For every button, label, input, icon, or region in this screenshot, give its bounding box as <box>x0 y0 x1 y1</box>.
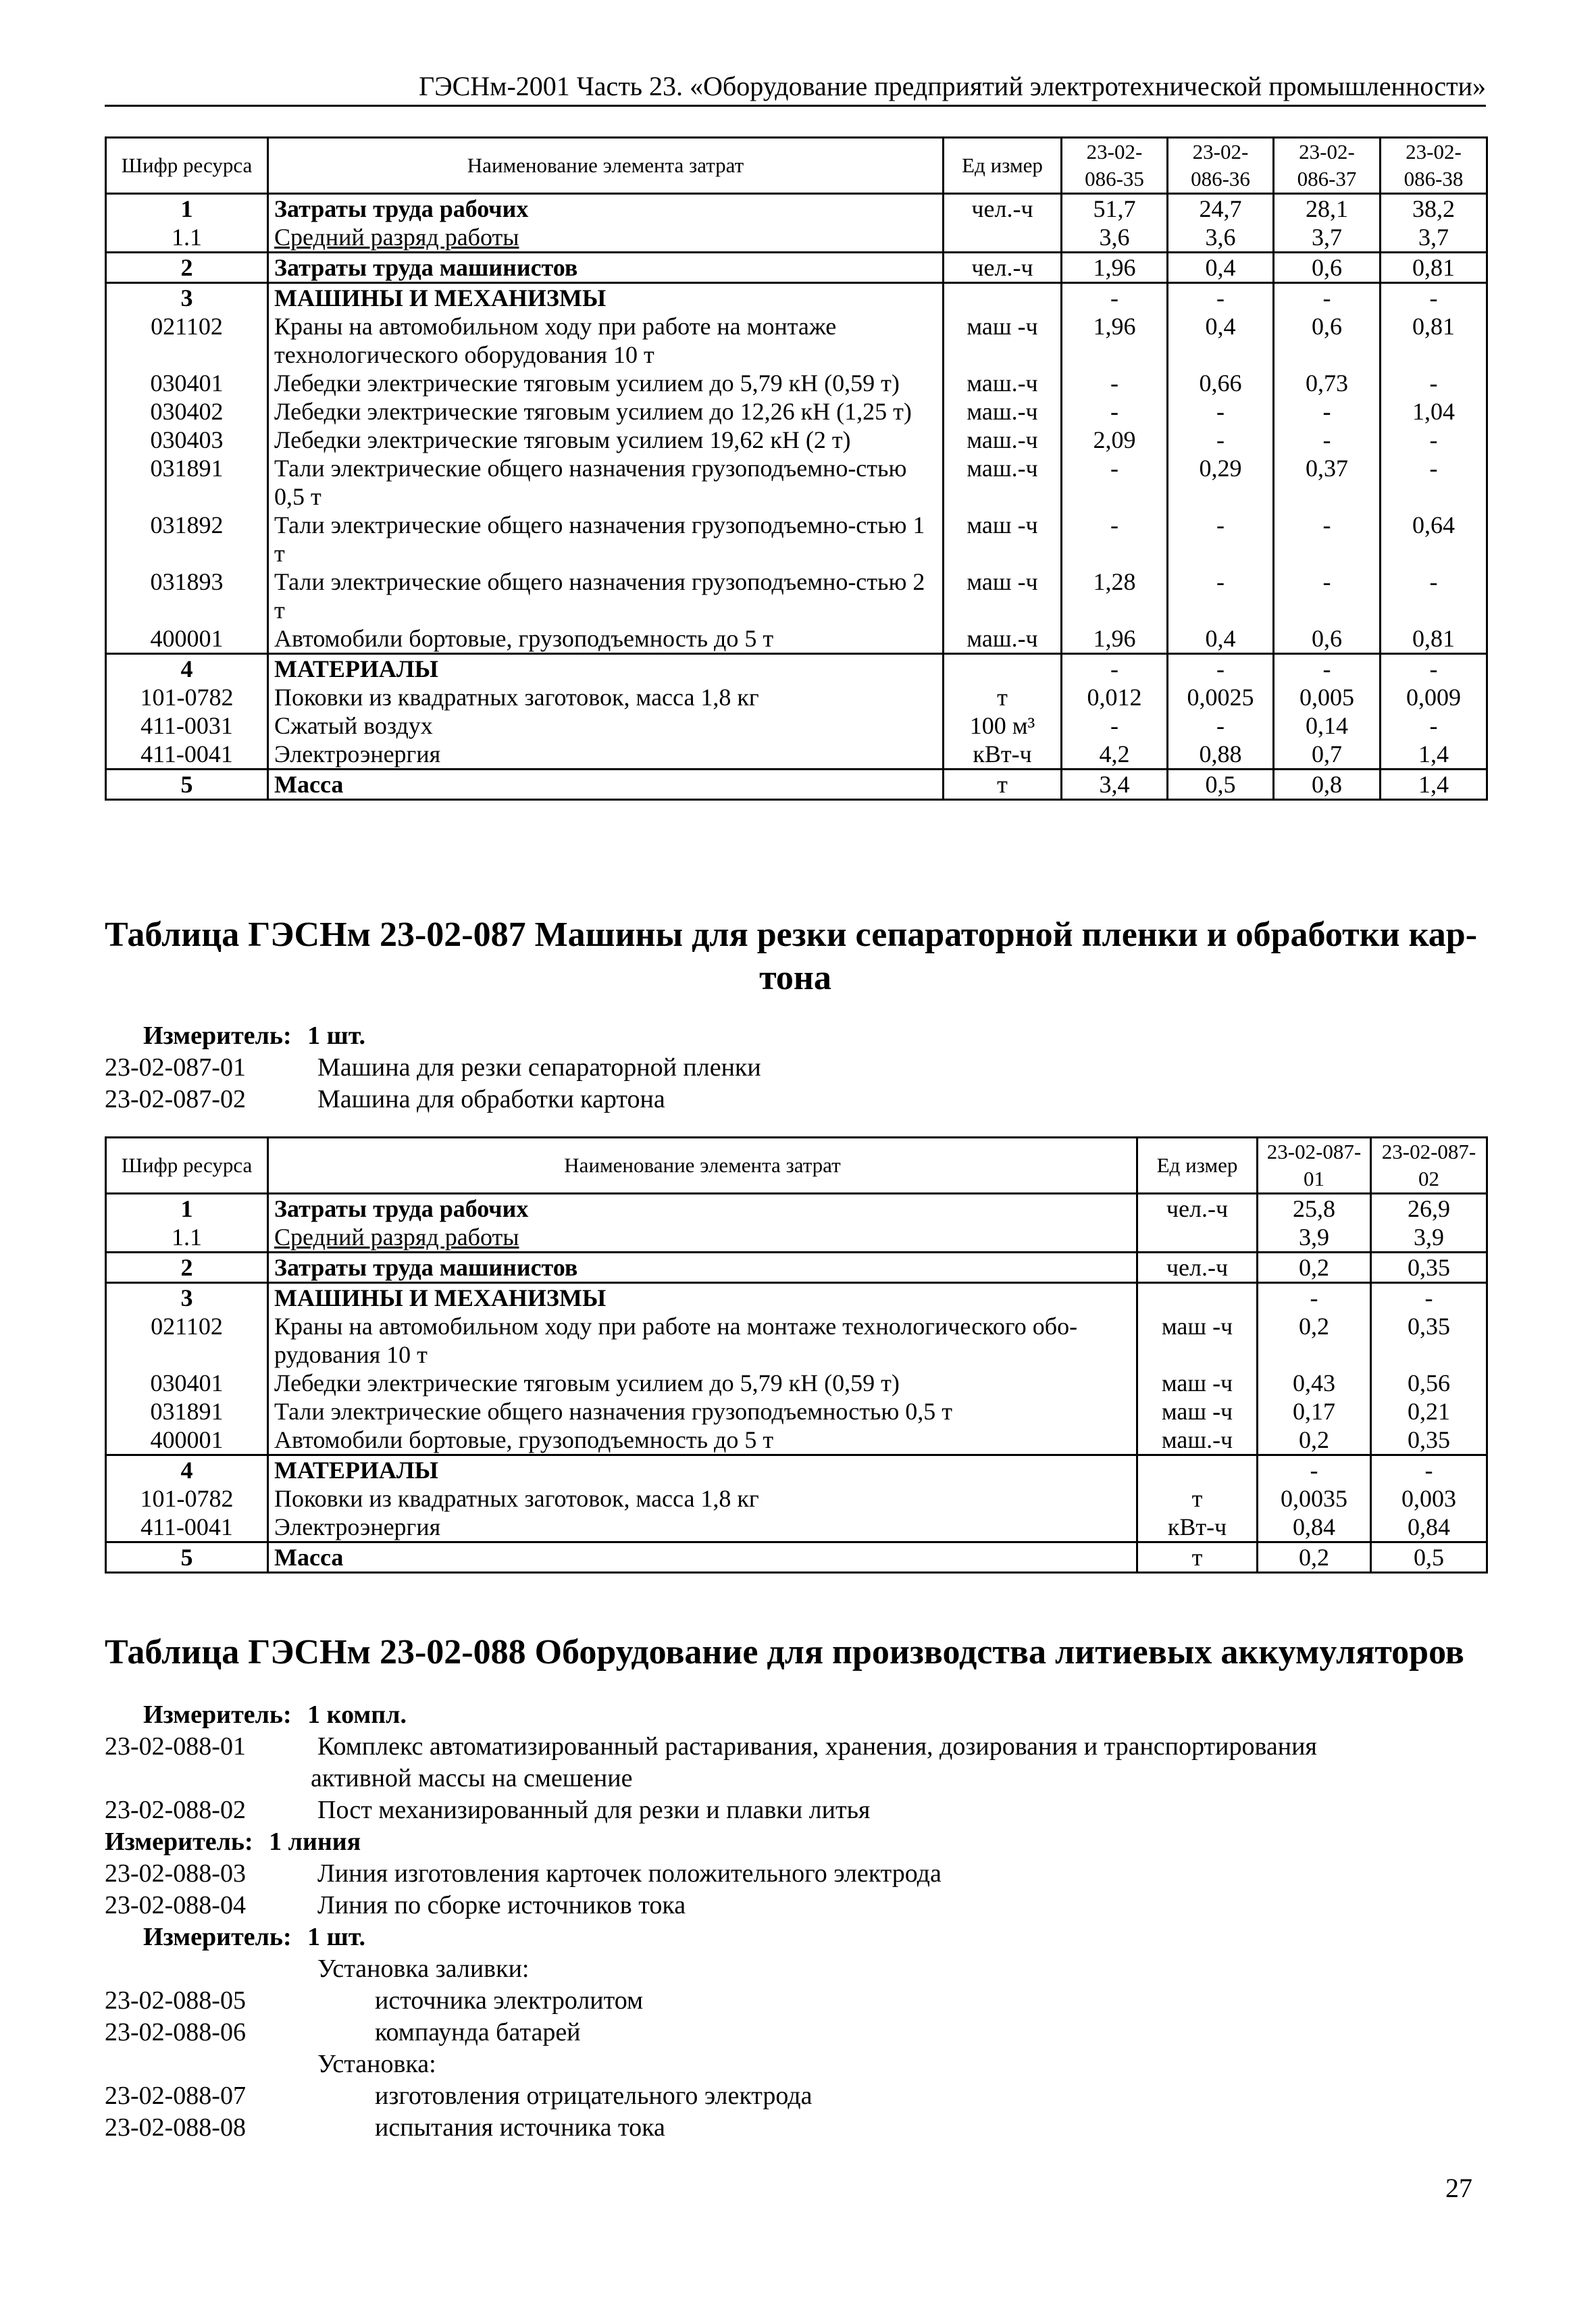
value-cell: 26,9 <box>1371 1194 1487 1224</box>
item-text: изготовления отрицательного электрода <box>375 2082 813 2110</box>
resource-code-cell: 1 <box>106 1194 268 1224</box>
cost-element-name-cell: Средний разряд работы <box>268 223 944 253</box>
value-cell: 0,88 <box>1168 740 1274 770</box>
resource-code-cell: 411-0041 <box>106 740 268 770</box>
value-cell: 0,56 <box>1371 1369 1487 1397</box>
table-row <box>106 1312 1487 1369</box>
meter-088-2 <box>105 1826 361 1857</box>
value-cell: - <box>1371 1455 1487 1485</box>
resource-code-cell: 4 <box>106 1455 268 1485</box>
value-cell: - <box>1274 397 1381 426</box>
value-cell: 0,64 <box>1381 511 1487 568</box>
resource-code-cell: 021102 <box>106 1312 268 1369</box>
resource-code-cell: 3 <box>106 283 268 313</box>
resource-code-cell: 1 <box>106 194 268 224</box>
column-header: Наименование элемента затрат <box>268 1138 1137 1194</box>
table-row <box>106 397 1487 426</box>
item-code: 23-02-087-02 <box>105 1085 246 1113</box>
table-row <box>106 770 1487 800</box>
value-cell: 3,6 <box>1062 223 1168 253</box>
value-cell: 0,2 <box>1258 1253 1371 1283</box>
unit-cell: маш.-ч <box>944 624 1062 654</box>
table-row <box>106 1369 1487 1397</box>
value-cell: 1,96 <box>1062 624 1168 654</box>
cost-element-name-cell: Краны на автомобильном ходу при работе на монтаже технологического оборудования 10 т <box>268 312 944 369</box>
list-item <box>105 1890 686 1921</box>
unit-cell <box>1137 1455 1258 1485</box>
cost-element-name-cell: Масса <box>268 770 944 800</box>
column-header: Ед измер <box>1137 1138 1258 1194</box>
value-cell: 0,35 <box>1371 1253 1487 1283</box>
cost-element-name-cell: Поковки из квадратных заготовок, масса 1,8 кг <box>268 1484 1137 1513</box>
cost-element-name-cell: Автомобили бортовые, грузоподъемность до 5 т <box>268 624 944 654</box>
table-088-title: Таблица ГЭСНм 23-02-088 Оборудование для производства литиевых аккумуляторов <box>105 1633 1464 1671</box>
table-row <box>106 711 1487 740</box>
cost-element-name-cell: Тали электрические общего назначения грузоподъемно-стью 2 т <box>268 568 944 624</box>
value-cell: 0,84 <box>1371 1513 1487 1542</box>
unit-cell: маш.-ч <box>944 426 1062 454</box>
value-cell: - <box>1274 283 1381 313</box>
unit-cell: маш.-ч <box>944 369 1062 397</box>
cost-element-name-cell: Краны на автомобильном ходу при работе на монтаже технологического обо-рудования 10 т <box>268 1312 1137 1369</box>
list-item <box>105 1858 942 1889</box>
value-cell: - <box>1062 397 1168 426</box>
value-cell: 0,5 <box>1168 770 1274 800</box>
item-code: 23-02-088-05 <box>105 1986 246 2015</box>
resource-code-cell: 1.1 <box>106 223 268 253</box>
value-cell: 0,009 <box>1381 683 1487 711</box>
value-cell: 0,8 <box>1274 770 1381 800</box>
value-cell: 1,96 <box>1062 253 1168 283</box>
item-code: 23-02-088-06 <box>105 2018 246 2046</box>
column-header: Ед измер <box>944 138 1062 194</box>
resource-code-cell: 5 <box>106 770 268 800</box>
value-cell: - <box>1381 426 1487 454</box>
unit-cell: т <box>944 683 1062 711</box>
unit-cell: т <box>1137 1484 1258 1513</box>
table-087-title-line2: тона <box>759 959 831 997</box>
table-row <box>106 740 1487 770</box>
resource-code-cell: 030401 <box>106 1369 268 1397</box>
table-row <box>106 283 1487 313</box>
value-cell: - <box>1274 568 1381 624</box>
resource-code-cell: 3 <box>106 1283 268 1313</box>
value-cell: 1,04 <box>1381 397 1487 426</box>
value-cell: - <box>1381 711 1487 740</box>
value-cell: - <box>1062 711 1168 740</box>
value-cell: 0,003 <box>1371 1484 1487 1513</box>
value-cell: 3,9 <box>1371 1223 1487 1253</box>
column-header: 23-02-087-02 <box>1371 1138 1487 1194</box>
value-cell: 0,6 <box>1274 624 1381 654</box>
value-cell: 0,29 <box>1168 454 1274 511</box>
value-cell: 4,2 <box>1062 740 1168 770</box>
value-cell: 0,66 <box>1168 369 1274 397</box>
value-cell: 1,4 <box>1381 740 1487 770</box>
value-cell: 1,28 <box>1062 568 1168 624</box>
unit-cell: кВт-ч <box>944 740 1062 770</box>
value-cell: 0,2 <box>1258 1312 1371 1369</box>
value-cell: 0,4 <box>1168 312 1274 369</box>
unit-cell <box>944 223 1062 253</box>
unit-cell: маш -ч <box>1137 1397 1258 1426</box>
value-cell: 0,14 <box>1274 711 1381 740</box>
unit-cell <box>944 283 1062 313</box>
table-row <box>106 568 1487 624</box>
value-cell: - <box>1168 283 1274 313</box>
value-cell: 2,09 <box>1062 426 1168 454</box>
item-code: 23-02-088-03 <box>105 1859 246 1888</box>
table-row <box>106 1426 1487 1455</box>
value-cell: 0,4 <box>1168 624 1274 654</box>
cost-element-name-cell: МАТЕРИАЛЫ <box>268 1455 1137 1485</box>
list-item <box>105 1731 1486 1762</box>
column-header: Наименование элемента затрат <box>268 138 944 194</box>
resource-code-cell: 031891 <box>106 454 268 511</box>
cost-element-name-cell: Поковки из квадратных заготовок, масса 1,8 кг <box>268 683 944 711</box>
unit-cell: чел.-ч <box>944 194 1062 224</box>
value-cell: - <box>1168 568 1274 624</box>
value-cell: 0,0025 <box>1168 683 1274 711</box>
table-087 <box>105 1136 1488 1574</box>
value-cell: 0,84 <box>1258 1513 1371 1542</box>
table-row <box>106 369 1487 397</box>
table-row <box>106 1223 1487 1253</box>
unit-cell: маш -ч <box>944 312 1062 369</box>
table-086 <box>105 136 1488 801</box>
cost-element-name-cell: МАШИНЫ И МЕХАНИЗМЫ <box>268 283 944 313</box>
cost-element-name-cell: Автомобили бортовые, грузоподъемность до 5 т <box>268 1426 1137 1455</box>
cost-element-name-cell: Лебедки электрические тяговым усилием до 5,79 кН (0,59 т) <box>268 1369 1137 1397</box>
value-cell: 1,4 <box>1381 770 1487 800</box>
resource-code-cell: 400001 <box>106 1426 268 1455</box>
value-cell: 0,35 <box>1371 1312 1487 1369</box>
value-cell: 0,43 <box>1258 1369 1371 1397</box>
value-cell: 3,7 <box>1274 223 1381 253</box>
column-header: Шифр ресурса <box>106 138 268 194</box>
unit-cell: кВт-ч <box>1137 1513 1258 1542</box>
list-item <box>105 1985 643 2016</box>
list-item <box>105 2080 812 2111</box>
value-cell: 0,73 <box>1274 369 1381 397</box>
cost-element-name-cell: Лебедки электрические тяговым усилием до 12,26 кН (1,25 т) <box>268 397 944 426</box>
cost-element-name-cell: Затраты труда машинистов <box>268 1253 1137 1283</box>
item-text: Линия по сборке источников тока <box>317 1891 686 1919</box>
cost-element-name-cell: Тали электрические общего назначения грузоподъемно-стью 0,5 т <box>268 454 944 511</box>
unit-cell: маш.-ч <box>944 397 1062 426</box>
column-header: 23-02-086-37 <box>1274 138 1381 194</box>
table-row <box>106 1194 1487 1224</box>
resource-code-cell: 031892 <box>106 511 268 568</box>
cost-element-name-cell: Средний разряд работы <box>268 1223 1137 1253</box>
value-cell: - <box>1062 283 1168 313</box>
table-row <box>106 624 1487 654</box>
unit-cell: маш.-ч <box>944 454 1062 511</box>
meter-label: Измеритель: <box>143 1022 292 1050</box>
value-cell: 0,2 <box>1258 1542 1371 1573</box>
table-row <box>106 1542 1487 1573</box>
meter-088-1 <box>143 1699 407 1730</box>
resource-code-cell: 021102 <box>106 312 268 369</box>
item-text: испытания источника тока <box>375 2113 665 2142</box>
table-row <box>106 426 1487 454</box>
resource-code-cell: 031893 <box>106 568 268 624</box>
value-cell: - <box>1062 369 1168 397</box>
value-cell: 0,21 <box>1371 1397 1487 1426</box>
cost-element-name-cell: Электроэнергия <box>268 1513 1137 1542</box>
unit-cell: маш -ч <box>1137 1312 1258 1369</box>
table-row <box>106 1283 1487 1313</box>
value-cell: - <box>1258 1283 1371 1313</box>
value-cell: - <box>1274 426 1381 454</box>
value-cell: - <box>1258 1455 1371 1485</box>
unit-cell: чел.-ч <box>1137 1253 1258 1283</box>
value-cell: 0,012 <box>1062 683 1168 711</box>
value-cell: 0,81 <box>1381 624 1487 654</box>
unit-cell: т <box>1137 1542 1258 1573</box>
column-header: 23-02-086-35 <box>1062 138 1168 194</box>
value-cell: - <box>1168 397 1274 426</box>
value-cell: 3,7 <box>1381 223 1487 253</box>
table-row <box>106 1484 1487 1513</box>
table-row <box>106 223 1487 253</box>
value-cell: 51,7 <box>1062 194 1168 224</box>
value-cell: - <box>1381 654 1487 684</box>
table-087-title <box>105 913 1486 1000</box>
meter-value: 1 шт. <box>307 1923 366 1951</box>
table-row <box>106 194 1487 224</box>
meter-value: 1 компл. <box>307 1701 407 1729</box>
value-cell: 0,6 <box>1274 312 1381 369</box>
unit-cell: т <box>944 770 1062 800</box>
cost-element-name-cell: Лебедки электрические тяговым усилием до 5,79 кН (0,59 т) <box>268 369 944 397</box>
item-text: Машина для резки сепараторной пленки <box>317 1053 761 1082</box>
unit-cell: маш -ч <box>944 511 1062 568</box>
cost-element-name-cell: Масса <box>268 1542 1137 1573</box>
resource-code-cell: 030401 <box>106 369 268 397</box>
resource-code-cell: 4 <box>106 654 268 684</box>
table-header-row <box>106 1138 1487 1194</box>
resource-code-cell: 101-0782 <box>106 1484 268 1513</box>
unit-cell: маш.-ч <box>1137 1426 1258 1455</box>
resource-code-cell: 1.1 <box>106 1223 268 1253</box>
table-row <box>106 683 1487 711</box>
meter-value: 1 линия <box>269 1828 361 1856</box>
cost-element-name-cell: Тали электрические общего назначения грузоподъемностью 0,5 т <box>268 1397 1137 1426</box>
table-row <box>106 253 1487 283</box>
resource-code-cell: 2 <box>106 1253 268 1283</box>
cost-element-name-cell: МАТЕРИАЛЫ <box>268 654 944 684</box>
item-text: Комплекс автоматизированный растаривания, хранения, дозирования и транспортирования <box>317 1732 1317 1761</box>
value-cell: - <box>1062 511 1168 568</box>
unit-cell: маш -ч <box>1137 1369 1258 1397</box>
column-header: Шифр ресурса <box>106 1138 268 1194</box>
value-cell: 0,0035 <box>1258 1484 1371 1513</box>
table-header-row <box>106 138 1487 194</box>
cost-element-name-cell: МАШИНЫ И МЕХАНИЗМЫ <box>268 1283 1137 1313</box>
value-cell: - <box>1274 654 1381 684</box>
value-cell: - <box>1168 654 1274 684</box>
table-row <box>106 511 1487 568</box>
resource-code-cell: 411-0031 <box>106 711 268 740</box>
column-header: 23-02-087-01 <box>1258 1138 1371 1194</box>
cost-element-name-cell: Затраты труда рабочих <box>268 194 944 224</box>
column-header: 23-02-086-36 <box>1168 138 1274 194</box>
value-cell: 0,35 <box>1371 1426 1487 1455</box>
unit-cell: маш -ч <box>944 568 1062 624</box>
meter-label: Измеритель: <box>105 1828 253 1856</box>
table-row <box>106 454 1487 511</box>
value-cell: 0,17 <box>1258 1397 1371 1426</box>
unit-cell <box>1137 1283 1258 1313</box>
value-cell: 0,37 <box>1274 454 1381 511</box>
value-cell: - <box>1381 283 1487 313</box>
item-code: 23-02-088-04 <box>105 1891 246 1919</box>
list-item <box>105 1794 870 1826</box>
value-cell: 1,96 <box>1062 312 1168 369</box>
item-text: Машина для обработки картона <box>317 1085 665 1113</box>
resource-code-cell: 101-0782 <box>106 683 268 711</box>
meter-088-3 <box>143 1921 365 1953</box>
resource-code-cell: 030403 <box>106 426 268 454</box>
group-heading: Установка: <box>317 2050 436 2078</box>
value-cell: - <box>1381 568 1487 624</box>
table-row <box>106 1455 1487 1485</box>
item-code: 23-02-088-02 <box>105 1796 246 1824</box>
value-cell: - <box>1168 426 1274 454</box>
resource-code-cell: 5 <box>106 1542 268 1573</box>
list-item <box>105 1084 665 1115</box>
value-cell: 0,5 <box>1371 1542 1487 1573</box>
list-item-continuation: активной массы на смешение <box>311 1764 633 1792</box>
column-header: 23-02-086-38 <box>1381 138 1487 194</box>
resource-code-cell: 031891 <box>106 1397 268 1426</box>
item-text: компаунда батарей <box>375 2018 581 2046</box>
meter-value: 1 шт. <box>307 1022 366 1050</box>
item-code: 23-02-087-01 <box>105 1053 246 1082</box>
header-rule <box>105 105 1486 107</box>
table-row <box>106 654 1487 684</box>
value-cell: 3,4 <box>1062 770 1168 800</box>
value-cell: 0,7 <box>1274 740 1381 770</box>
table-row <box>106 1253 1487 1283</box>
unit-cell: 100 м³ <box>944 711 1062 740</box>
value-cell: 0,2 <box>1258 1426 1371 1455</box>
item-code: 23-02-088-07 <box>105 2082 246 2110</box>
value-cell: - <box>1168 511 1274 568</box>
item-code: 23-02-088-08 <box>105 2113 246 2142</box>
table-row <box>106 312 1487 369</box>
value-cell: 0,81 <box>1381 253 1487 283</box>
meter-label: Измеритель: <box>143 1701 292 1729</box>
unit-cell <box>944 654 1062 684</box>
meter-label: Измеритель: <box>143 1923 292 1951</box>
value-cell: - <box>1371 1283 1487 1313</box>
running-header: ГЭСНм-2001 Часть 23. «Оборудование предприятий электротехнической промышленности» <box>419 71 1486 101</box>
value-cell: - <box>1062 654 1168 684</box>
resource-code-cell: 400001 <box>106 624 268 654</box>
table-row <box>106 1397 1487 1426</box>
cost-element-name-cell: Электроэнергия <box>268 740 944 770</box>
value-cell: 28,1 <box>1274 194 1381 224</box>
value-cell: - <box>1381 369 1487 397</box>
value-cell: - <box>1274 511 1381 568</box>
cost-element-name-cell: Сжатый воздух <box>268 711 944 740</box>
item-text: источника электролитом <box>375 1986 644 2015</box>
resource-code-cell: 411-0041 <box>106 1513 268 1542</box>
unit-cell: чел.-ч <box>1137 1194 1258 1224</box>
value-cell: - <box>1381 454 1487 511</box>
list-item <box>105 2112 665 2143</box>
unit-cell <box>1137 1223 1258 1253</box>
resource-code-cell: 030402 <box>106 397 268 426</box>
value-cell: 25,8 <box>1258 1194 1371 1224</box>
meter-087 <box>143 1020 365 1051</box>
value-cell: - <box>1062 454 1168 511</box>
value-cell: 3,6 <box>1168 223 1274 253</box>
list-item <box>105 1052 761 1083</box>
value-cell: 3,9 <box>1258 1223 1371 1253</box>
value-cell: 24,7 <box>1168 194 1274 224</box>
cost-element-name-cell: Затраты труда рабочих <box>268 1194 1137 1224</box>
value-cell: 0,81 <box>1381 312 1487 369</box>
unit-cell: чел.-ч <box>944 253 1062 283</box>
list-item <box>105 2017 581 2048</box>
item-text: Пост механизированный для резки и плавки литья <box>317 1796 871 1824</box>
value-cell: - <box>1168 711 1274 740</box>
cost-element-name-cell: Тали электрические общего назначения грузоподъемно-стью 1 т <box>268 511 944 568</box>
value-cell: 0,005 <box>1274 683 1381 711</box>
cost-element-name-cell: Затраты труда машинистов <box>268 253 944 283</box>
table-row <box>106 1513 1487 1542</box>
item-code: 23-02-088-01 <box>105 1732 246 1761</box>
table-087-title-line1: Таблица ГЭСНм 23-02-087 Машины для резки сепараторной пленки и обработки кар- <box>105 915 1478 954</box>
cost-element-name-cell: Лебедки электрические тяговым усилием 19,62 кН (2 т) <box>268 426 944 454</box>
value-cell: 0,4 <box>1168 253 1274 283</box>
value-cell: 0,6 <box>1274 253 1381 283</box>
item-text: Линия изготовления карточек положительного электрода <box>317 1859 942 1888</box>
resource-code-cell: 2 <box>106 253 268 283</box>
page-number: 27 <box>1445 2173 1472 2203</box>
group-heading: Установка заливки: <box>317 1955 530 1983</box>
value-cell: 38,2 <box>1381 194 1487 224</box>
